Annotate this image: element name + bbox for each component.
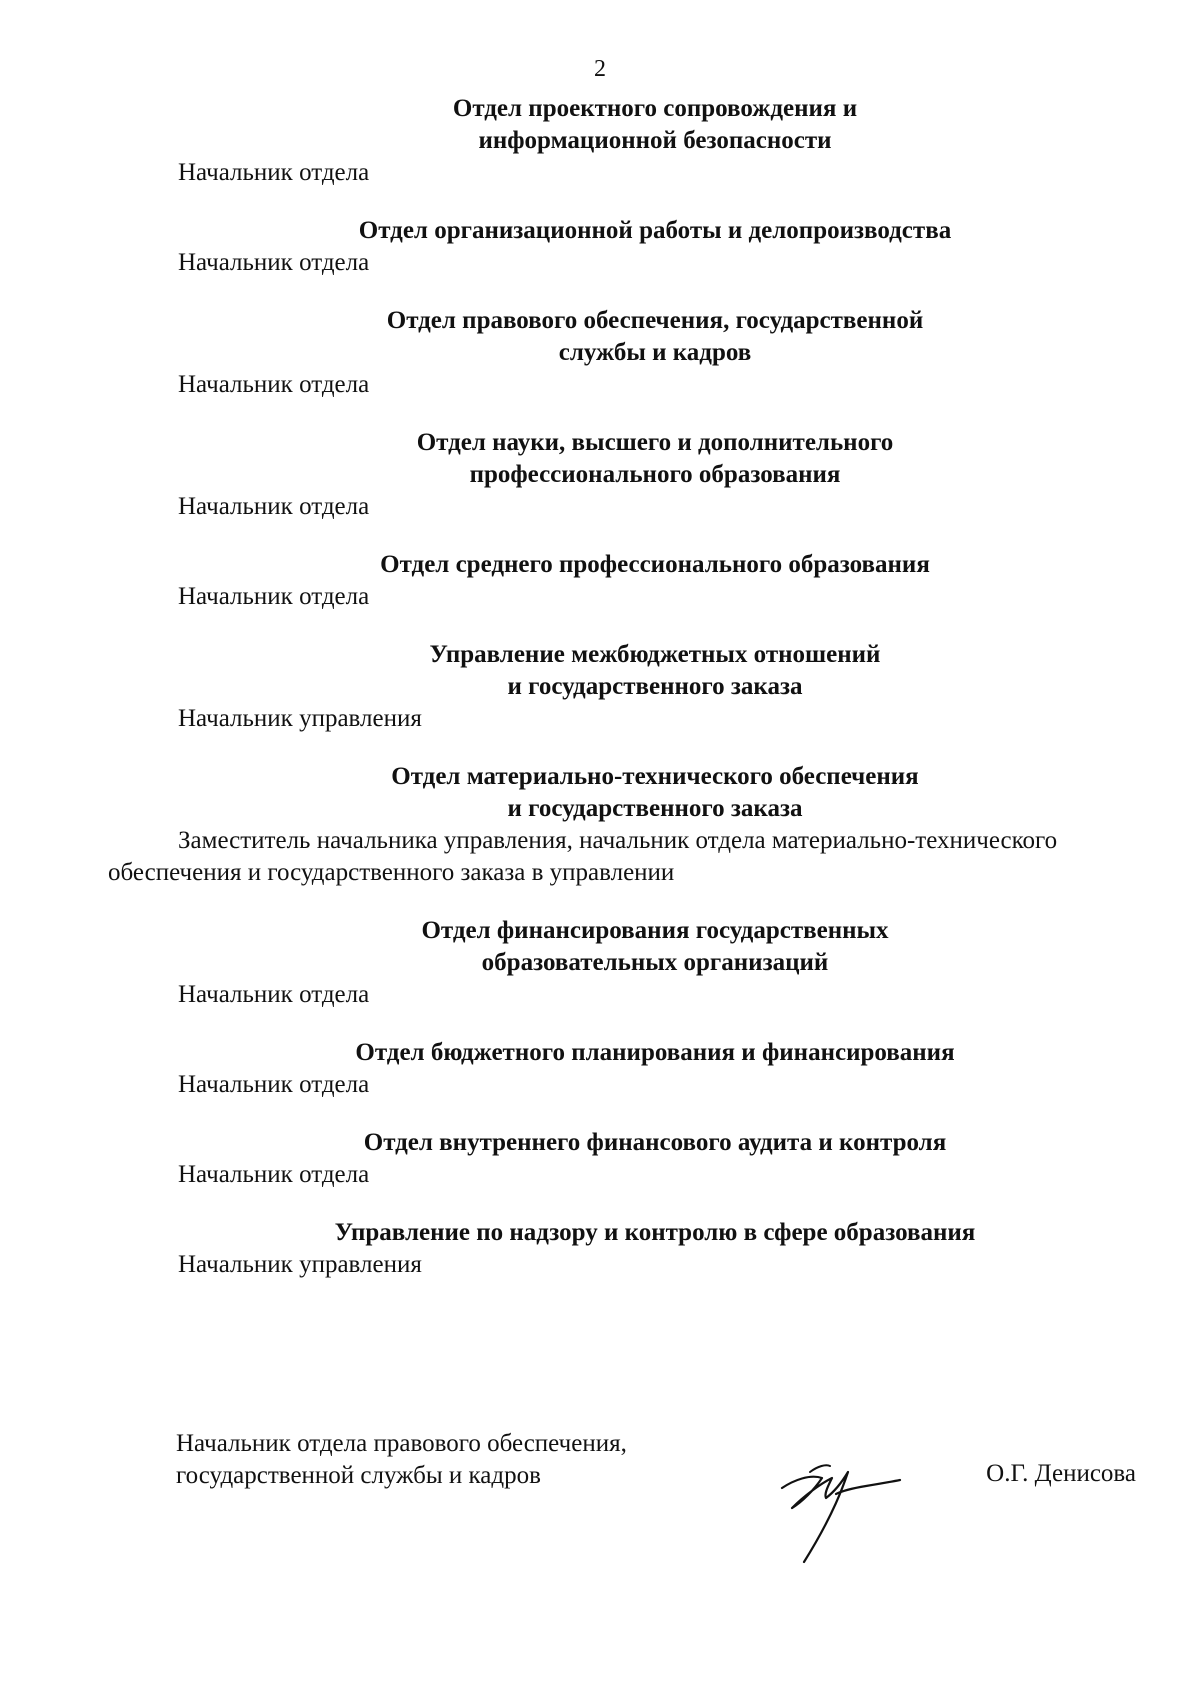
heading-line: информационной безопасности — [478, 127, 832, 154]
department-section — [0, 93, 1200, 189]
handwritten-signature — [774, 1444, 904, 1564]
heading-line: Отдел организационной работы и делопроизводства — [358, 217, 952, 244]
signer-name: О.Г. Денисова — [986, 1460, 1136, 1487]
signature-block — [176, 1428, 1136, 1578]
department-section — [0, 915, 1200, 1011]
department-section — [0, 305, 1200, 401]
heading-line: Отдел материально-технического обеспечения — [391, 763, 919, 790]
department-heading — [0, 215, 1200, 247]
position-title: Начальник управления — [178, 705, 422, 732]
heading-line: Управление по надзору и контролю в сфере образования — [334, 1219, 976, 1246]
department-section — [0, 639, 1200, 735]
signer-title-line: Начальник отдела правового обеспечения, — [176, 1430, 627, 1457]
heading-line: и государственного заказа — [507, 673, 803, 700]
position-title: Заместитель начальника управления, начальник отдела материально-технического обеспечения и государственного заказа в управлении — [108, 827, 1058, 886]
signer-title — [176, 1428, 627, 1492]
department-heading — [0, 761, 1200, 825]
department-heading — [0, 1217, 1200, 1249]
heading-line: и государственного заказа — [507, 795, 803, 822]
heading-line: профессионального образования — [469, 461, 841, 488]
department-section — [0, 215, 1200, 279]
position-title: Начальник отдела — [178, 1071, 370, 1098]
position-title: Начальник отдела — [178, 493, 370, 520]
heading-line: Отдел бюджетного планирования и финансирования — [355, 1039, 955, 1066]
department-heading — [0, 549, 1200, 581]
department-heading — [0, 639, 1200, 703]
department-heading — [0, 93, 1200, 157]
heading-line: Отдел проектного сопровождения и — [452, 95, 858, 122]
heading-line: Отдел правового обеспечения, государственной — [386, 307, 924, 334]
position-title: Начальник отдела — [178, 583, 370, 610]
department-heading — [0, 427, 1200, 491]
department-heading — [0, 915, 1200, 979]
signer-title-line: государственной службы и кадров — [176, 1462, 541, 1489]
heading-line: образовательных организаций — [481, 949, 829, 976]
heading-line: Отдел внутреннего финансового аудита и контроля — [363, 1129, 947, 1156]
position-title: Начальник управления — [178, 1251, 422, 1278]
position-title: Начальник отдела — [178, 981, 370, 1008]
heading-line: Отдел науки, высшего и дополнительного — [416, 429, 894, 456]
position-title: Начальник отдела — [178, 371, 370, 398]
department-section — [0, 1217, 1200, 1281]
department-list — [0, 93, 1200, 1307]
department-section — [0, 427, 1200, 523]
heading-line: Отдел финансирования государственных — [421, 917, 889, 944]
position-title: Начальник отдела — [178, 1161, 370, 1188]
heading-line: службы и кадров — [558, 339, 752, 366]
department-heading — [0, 305, 1200, 369]
department-section — [0, 761, 1200, 889]
department-section — [0, 1127, 1200, 1191]
heading-line: Отдел среднего профессионального образования — [380, 551, 930, 578]
department-heading — [0, 1037, 1200, 1069]
department-heading — [0, 1127, 1200, 1159]
department-section — [0, 1037, 1200, 1101]
page-number: 2 — [594, 56, 606, 82]
heading-line: Управление межбюджетных отношений — [429, 641, 881, 668]
position-title: Начальник отдела — [178, 249, 370, 276]
department-section — [0, 549, 1200, 613]
position-title: Начальник отдела — [178, 159, 370, 186]
